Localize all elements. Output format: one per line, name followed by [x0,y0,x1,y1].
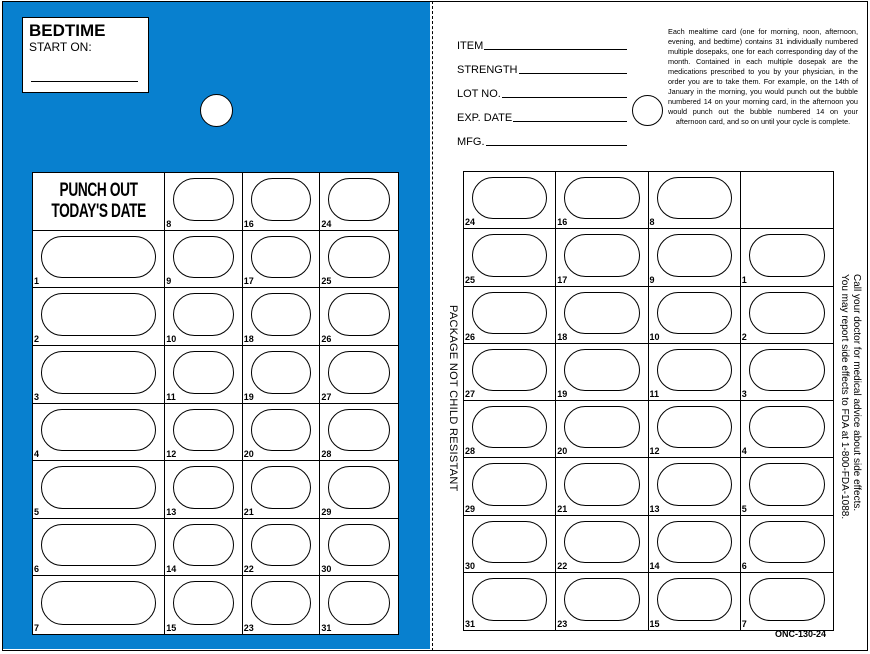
grid-cell [464,229,556,286]
day-number: 30 [465,560,476,571]
dose-bubble[interactable] [472,406,547,448]
start-box [22,17,149,93]
grid-cell [741,516,833,573]
dose-bubble[interactable] [564,292,639,334]
day-number: 13 [166,506,177,517]
day-number: 17 [557,274,568,285]
day-number: 17 [243,276,254,287]
dose-bubble[interactable] [251,409,312,452]
dose-bubble[interactable] [657,406,732,448]
grid-cell [464,573,556,630]
day-number: 21 [243,506,254,517]
grid-cell [556,458,648,515]
day-number: 18 [243,333,254,344]
grid-cell [33,231,165,289]
dose-bubble[interactable] [657,177,732,219]
grid-cell [556,172,648,229]
dose-bubble[interactable] [749,234,825,276]
grid-cell [165,173,243,231]
day-number: 23 [243,623,254,633]
day-number: 15 [166,623,177,633]
day-number: 21 [557,503,568,514]
hang-hole [200,94,233,127]
dose-bubble[interactable] [328,351,390,394]
item-field [457,28,627,52]
dose-bubble[interactable] [173,581,234,625]
dose-bubble[interactable] [173,524,234,567]
grid-cell [33,461,165,519]
grid-cell [165,231,243,289]
fda-note [838,274,864,524]
dose-bubble[interactable] [749,463,825,505]
day-number: 27 [465,389,476,399]
day-number: 9 [166,276,172,287]
day-number: 27 [321,391,332,402]
grid-cell [243,346,321,404]
day-number: 22 [243,564,254,575]
dose-bubble[interactable] [41,581,156,625]
day-number: 26 [321,333,332,344]
day-number: 8 [166,218,172,229]
dose-bubble[interactable] [328,581,390,625]
mfg-field [457,124,627,148]
day-number: 28 [321,449,332,460]
grid-cell [165,576,243,634]
grid-cell [243,288,321,346]
strength-line[interactable] [519,73,628,74]
grid-cell [320,346,398,404]
punch-instruction-text [51,180,145,222]
day-number: 11 [166,391,176,402]
lot-field [457,76,627,100]
dose-bubble[interactable] [749,406,825,448]
day-number: 24 [465,217,476,228]
grid-cell [320,576,398,634]
dose-bubble[interactable] [472,177,547,219]
grid-cell [649,172,741,229]
grid-cell [165,346,243,404]
start-on-label: START ON: [29,40,92,54]
day-number: 1 [741,274,747,285]
day-number: 2 [34,333,40,344]
start-date-line[interactable] [31,81,138,82]
day-number: 20 [243,449,254,460]
dose-bubble[interactable] [173,178,234,221]
grid-cell [33,519,165,577]
grid-cell [320,231,398,289]
day-number: 6 [741,560,747,571]
day-number: 14 [166,564,177,575]
grid-cell [243,404,321,462]
perforation-line [432,1,433,651]
day-number: 12 [649,446,660,457]
grid-cell [33,404,165,462]
dose-bubble[interactable] [251,524,312,567]
day-number: 29 [321,506,332,517]
dose-bubble[interactable] [41,236,156,279]
grid-cell [464,516,556,573]
day-number: 16 [557,217,568,228]
grid-cell [649,287,741,344]
day-number: 24 [321,218,332,229]
grid-cell [464,287,556,344]
grid-cell [243,519,321,577]
card-title: BEDTIME [29,21,106,40]
dose-bubble[interactable] [328,293,390,336]
dose-bubble[interactable] [657,292,732,334]
dose-bubble[interactable] [251,466,312,509]
dose-bubble[interactable] [657,463,732,505]
grid-cell [33,576,165,634]
dose-bubble[interactable] [564,578,639,621]
grid-cell [243,461,321,519]
dose-bubble[interactable] [472,349,547,391]
lot-label: LOT NO. [457,88,501,100]
dose-bubble[interactable] [657,578,732,621]
dose-bubble[interactable] [749,521,825,563]
grid-cell [165,404,243,462]
grid-cell [464,172,556,229]
day-number: 5 [741,503,747,514]
instructions-text: Each mealtime card (one for morning, noon, afternoon, evening, and bedtime) contains 31 individually numbered multiple dosepaks, one for each corresponding day of the month. Contained in each multiple dosepak are the medications prescribed to you by your physician, in the order you are to take them. For example, on the 14th of January in the morning, you would punch out the bubble numbered 14 on your morning card, in the afternoon you would punch out the bubble numbered 14 on your afternoon card, and so on until your cycle is complete. [668,27,858,126]
dose-bubble[interactable] [564,349,639,391]
dose-bubble[interactable] [472,521,547,563]
dose-bubble[interactable] [41,409,156,452]
right-dose-grid [463,171,834,631]
day-number: 7 [34,623,40,633]
day-number: 9 [649,274,655,285]
grid-cell [556,287,648,344]
dose-bubble[interactable] [41,351,156,394]
dose-bubble[interactable] [173,409,234,452]
info-circle [632,95,663,126]
dose-bubble[interactable] [749,292,825,334]
dose-bubble[interactable] [657,521,732,563]
exp-label: EXP. DATE [457,112,513,124]
grid-cell [649,573,741,630]
grid-cell [556,516,648,573]
grid-cell [165,519,243,577]
day-number: 4 [741,446,747,457]
dose-bubble[interactable] [251,236,312,279]
lot-line[interactable] [502,97,627,98]
day-number: 16 [243,218,254,229]
grid-cell [243,173,321,231]
day-number: 10 [166,333,177,344]
day-number: 12 [166,449,177,460]
grid-cell [649,229,741,286]
dose-bubble[interactable] [472,463,547,505]
grid-cell [320,519,398,577]
dose-bubble[interactable] [41,293,156,336]
dose-bubble[interactable] [173,351,234,394]
dose-bubble[interactable] [564,234,639,276]
grid-cell [741,287,833,344]
dose-bubble[interactable] [657,349,732,391]
day-number: 14 [649,560,660,571]
day-number: 2 [741,331,747,342]
dose-bubble[interactable] [41,524,156,567]
day-number: 3 [741,389,747,399]
grid-cell [320,288,398,346]
grid-cell [320,404,398,462]
dose-bubble[interactable] [564,177,639,219]
day-number: 4 [34,449,40,460]
grid-cell [741,229,833,286]
day-number: 15 [649,619,660,629]
grid-cell [464,458,556,515]
item-line[interactable] [484,49,627,50]
fda-note-line2: You may report side effects to FDA at 1-800-FDA-1088. [839,274,850,520]
dose-bubble[interactable] [657,234,732,276]
grid-cell [33,288,165,346]
day-number: 13 [649,503,660,514]
dose-bubble[interactable] [173,236,234,279]
grid-cell [741,458,833,515]
day-number: 1 [34,276,40,287]
punch-line-2: TODAY'S DATE [51,201,146,223]
day-number: 19 [557,389,568,399]
day-number: 23 [557,619,568,629]
dose-bubble[interactable] [749,349,825,391]
dose-bubble[interactable] [173,293,234,336]
dose-bubble[interactable] [328,466,390,509]
grid-cell [556,573,648,630]
day-number: 11 [649,389,660,399]
dose-bubble[interactable] [41,466,156,509]
dose-bubble[interactable] [472,292,547,334]
grid-cell [165,288,243,346]
product-code: ONC-130-24 [775,629,827,639]
grid-cell [741,344,833,401]
grid-cell [464,401,556,458]
grid-cell [33,346,165,404]
dose-bubble[interactable] [328,524,390,567]
grid-cell [243,231,321,289]
day-number: 25 [321,276,332,287]
dose-bubble[interactable] [251,293,312,336]
dose-bubble[interactable] [328,409,390,452]
dose-bubble[interactable] [173,466,234,509]
mfg-label: MFG. [457,136,485,148]
grid-cell [243,576,321,634]
day-number: 20 [557,446,568,457]
day-number: 10 [649,331,660,342]
fda-note-text [838,274,862,519]
dose-bubble[interactable] [564,406,639,448]
day-number: 7 [741,619,747,629]
grid-cell [649,458,741,515]
day-number: 19 [243,391,254,402]
dose-bubble[interactable] [749,578,825,621]
day-number: 30 [321,564,332,575]
dose-bubble[interactable] [472,578,547,621]
punch-instruction [33,173,165,231]
dose-bubble[interactable] [251,178,312,221]
grid-cell [649,516,741,573]
dose-bubble[interactable] [472,234,547,276]
grid-cell [320,461,398,519]
dose-bubble[interactable] [328,178,390,221]
grid-cell [741,172,833,229]
day-number: 31 [465,619,476,629]
day-number: 22 [557,560,568,571]
info-fields [457,28,627,148]
day-number: 6 [34,564,40,575]
item-label: ITEM [457,40,484,52]
grid-cell [649,401,741,458]
strength-label: STRENGTH [457,64,518,76]
day-number: 5 [34,506,40,517]
day-number: 18 [557,331,568,342]
dose-bubble[interactable] [251,581,312,625]
grid-cell [320,173,398,231]
left-dose-grid [32,172,399,635]
day-number: 29 [465,503,476,514]
child-resistant-warning: PACKAGE NOT CHILD RESISTANT [447,305,459,492]
grid-cell [741,573,833,630]
dose-bubble[interactable] [251,351,312,394]
exp-line[interactable] [513,121,627,122]
day-number: 8 [649,217,655,228]
dose-bubble[interactable] [328,236,390,279]
mfg-line[interactable] [486,145,628,146]
grid-cell [556,344,648,401]
day-number: 25 [465,274,476,285]
day-number: 28 [465,446,476,457]
strength-field [457,52,627,76]
grid-cell [649,344,741,401]
grid-cell [556,401,648,458]
punch-line-1: PUNCH OUT [59,180,138,202]
dose-bubble[interactable] [564,463,639,505]
day-number: 26 [465,331,476,342]
exp-field [457,100,627,124]
grid-cell [556,229,648,286]
grid-cell [165,461,243,519]
grid-cell [464,344,556,401]
dose-bubble[interactable] [564,521,639,563]
day-number: 31 [321,623,332,633]
day-number: 3 [34,391,40,402]
fda-note-line1: Call your doctor for medical advice about side effects. [851,274,862,512]
grid-cell [741,401,833,458]
